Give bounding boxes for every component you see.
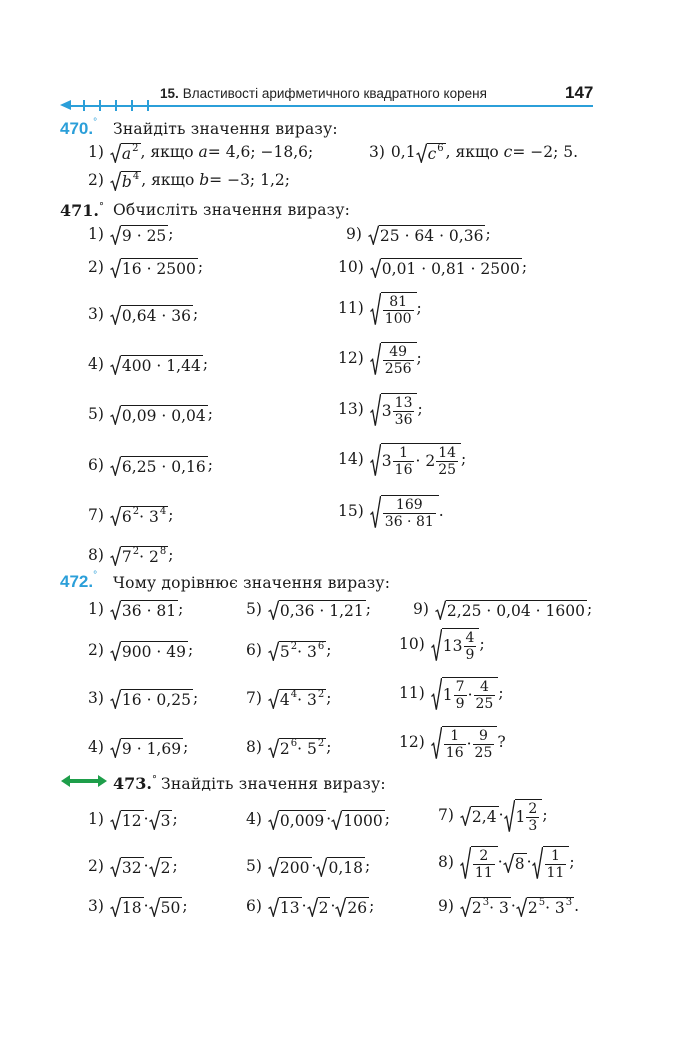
sqrt-expression: 2 6 · 5 2 — [268, 738, 326, 758]
radical-sign-icon — [431, 677, 442, 711]
radical-sign-icon — [370, 258, 381, 278]
sqrt-expression: 1 7 9 · 4 25 — [431, 677, 499, 711]
radical-sign-icon — [368, 225, 379, 245]
radical-sign-icon — [268, 738, 279, 758]
sqrt-expression: 16 · 2500 — [110, 258, 198, 278]
section-title: Властивості арифметичного квадратного кореня — [182, 86, 487, 101]
sqrt-expression: 2 — [307, 897, 331, 917]
exercise-470-3: 3) 0,1 c 6 , якщо c = −2; 5. — [369, 142, 579, 163]
sqrt-expression: 1 16 · 9 25 — [431, 726, 498, 760]
problem-473-text: Знайдіть значення виразу: — [161, 775, 386, 793]
exercise-472-9: 9) 2,25 · 0,04 · 1600 ; — [413, 600, 593, 620]
sqrt-expression: c 6 — [416, 143, 446, 163]
problem-470-number: 470.° — [60, 117, 98, 138]
sqrt-expression: 2,4 — [460, 806, 499, 826]
sqrt-expression: 26 — [335, 897, 369, 917]
radical-sign-icon — [110, 405, 121, 425]
exercise-471-1: 1) 9 · 25 ; — [88, 225, 174, 245]
section-number: 15. — [160, 86, 179, 101]
exercise-471-14: 14) 3 1 16 · 2 14 25 ; — [338, 445, 467, 478]
radical-sign-icon — [110, 641, 121, 661]
sqrt-expression: 2 3 · 3 — [460, 897, 511, 917]
exercise-472-7: 7) 4 4 · 3 2 ; — [246, 688, 332, 709]
exercise-471-11: 11) 81 100 ; — [338, 294, 422, 327]
chapter-title — [160, 86, 487, 101]
sqrt-expression: 13 4 9 — [431, 628, 480, 662]
ruler-tick-icon — [147, 100, 149, 111]
radical-sign-icon — [460, 806, 471, 826]
radical-sign-icon — [268, 810, 279, 830]
sqrt-expression: 6 2 · 3 4 — [110, 506, 168, 526]
exercise-473-1: 1) 12 · 3 ; — [88, 810, 178, 830]
exercise-471-8: 8) 7 2 · 2 8 ; — [88, 545, 174, 566]
exercise-471-12: 12) 49 256 ; — [338, 344, 422, 377]
exercise-471-9: 9) 25 · 64 · 0,36 ; — [346, 225, 491, 245]
sqrt-expression: 0,01 · 0,81 · 2500 — [370, 258, 522, 278]
exercise-472-4: 4) 9 · 1,69 ; — [88, 738, 189, 758]
page-header — [0, 80, 695, 110]
sqrt-expression: 8 — [503, 853, 527, 873]
sqrt-expression: 0,36 · 1,21 — [268, 600, 366, 620]
radical-sign-icon — [110, 897, 121, 917]
exercise-472-12: 12) 1 16 · 9 25 ? — [399, 728, 506, 761]
radical-sign-icon — [331, 810, 342, 830]
radical-sign-icon — [460, 846, 471, 880]
exercise-472-6: 6) 5 2 · 3 6 ; — [246, 640, 332, 661]
radical-sign-icon — [110, 600, 121, 620]
exercise-471-6: 6) 6,25 · 0,16 ; — [88, 456, 213, 476]
sqrt-expression: 0,09 · 0,04 — [110, 405, 208, 425]
radical-sign-icon — [370, 292, 381, 326]
sqrt-expression: a 2 — [110, 143, 141, 163]
radical-sign-icon — [110, 143, 121, 163]
radical-sign-icon — [532, 846, 543, 880]
radical-sign-icon — [110, 171, 121, 191]
sqrt-expression: 81 100 — [370, 292, 417, 326]
exercise-471-3: 3) 0,64 · 36 ; — [88, 305, 199, 325]
radical-sign-icon — [516, 897, 527, 917]
exercise-472-8: 8) 2 6 · 5 2 ; — [246, 737, 332, 758]
sqrt-expression: 2,25 · 0,04 · 1600 — [435, 600, 587, 620]
radical-sign-icon — [268, 689, 279, 709]
exercise-473-9: 9) 2 3 · 3 · 2 5 · 3 3 . — [438, 896, 580, 917]
problem-471-text: Обчисліть значення виразу: — [113, 201, 351, 219]
exercise-473-4: 4) 0,009 · 1000 ; — [246, 810, 390, 830]
sqrt-expression: 9 · 25 — [110, 225, 168, 245]
exercise-472-2: 2) 900 · 49 ; — [88, 641, 194, 661]
sqrt-expression: 400 · 1,44 — [110, 355, 203, 375]
radical-sign-icon — [110, 506, 121, 526]
radical-sign-icon — [149, 810, 160, 830]
exercise-470-1: 1) a 2 , якщо a = 4,6; −18,6; — [88, 142, 314, 163]
sqrt-expression: 3 1 16 · 2 14 25 — [370, 443, 461, 477]
sqrt-expression: b 4 — [110, 171, 141, 191]
sqrt-expression: 36 · 81 — [110, 600, 178, 620]
exercise-473-8: 8) 2 11 · 8 · 1 11 ; — [438, 848, 575, 881]
problem-472-text: Чому дорівнює значення виразу: — [113, 574, 391, 592]
exercise-473-3: 3) 18 · 50 ; — [88, 897, 188, 917]
sqrt-expression: 4 4 · 3 2 — [268, 689, 326, 709]
sqrt-expression: 0,64 · 36 — [110, 305, 193, 325]
sqrt-expression: 16 · 0,25 — [110, 689, 193, 709]
radical-sign-icon — [110, 258, 121, 278]
radical-sign-icon — [431, 628, 442, 662]
radical-sign-icon — [149, 857, 160, 877]
sqrt-expression: 7 2 · 2 8 — [110, 546, 168, 566]
radical-sign-icon — [370, 393, 381, 427]
sqrt-expression: 13 — [268, 897, 302, 917]
radical-sign-icon — [268, 897, 279, 917]
sqrt-expression: 12 — [110, 810, 144, 830]
radical-sign-icon — [110, 810, 121, 830]
exercise-471-4: 4) 400 · 1,44 ; — [88, 355, 209, 375]
exercise-471-5: 5) 0,09 · 0,04 ; — [88, 405, 213, 425]
sqrt-expression: 5 2 · 3 6 — [268, 641, 326, 661]
problem-473-number: 473.° — [113, 774, 157, 793]
radical-sign-icon — [431, 726, 442, 760]
double-arrow-icon — [60, 773, 108, 789]
exercise-471-7: 7) 6 2 · 3 4 ; — [88, 505, 174, 526]
problem-472-number: 472.° — [60, 570, 98, 591]
sqrt-expression: 2 11 — [460, 846, 498, 880]
radical-sign-icon — [110, 738, 121, 758]
sqrt-expression: 900 · 49 — [110, 641, 188, 661]
radical-sign-icon — [110, 305, 121, 325]
exercise-472-5: 5) 0,36 · 1,21 ; — [246, 600, 371, 620]
sqrt-expression: 9 · 1,69 — [110, 738, 183, 758]
exercise-470-2: 2) b 4 , якщо b = −3; 1,2; — [88, 170, 290, 191]
sqrt-expression: 2 — [149, 857, 173, 877]
radical-sign-icon — [416, 143, 427, 163]
sqrt-expression: 169 36 · 81 — [370, 495, 439, 529]
radical-sign-icon — [110, 355, 121, 375]
page-number: 147 — [565, 83, 594, 102]
radical-sign-icon — [503, 853, 514, 873]
sqrt-expression: 32 — [110, 857, 144, 877]
sqrt-expression: 3 13 36 — [370, 393, 418, 427]
ruler-tick-icon — [99, 100, 101, 111]
exercise-471-10: 10) 0,01 · 0,81 · 2500 ; — [338, 258, 528, 278]
sqrt-expression: 18 — [110, 897, 144, 917]
sqrt-expression: 6,25 · 0,16 — [110, 456, 208, 476]
radical-sign-icon — [110, 689, 121, 709]
sqrt-expression: 200 — [268, 857, 312, 877]
radical-sign-icon — [370, 443, 381, 477]
radical-sign-icon — [504, 799, 515, 833]
sqrt-expression: 0,18 — [316, 857, 365, 877]
problem-470-text: Знайдіть значення виразу: — [113, 120, 338, 138]
sqrt-expression: 49 256 — [370, 342, 417, 376]
sqrt-expression: 50 — [149, 897, 183, 917]
exercise-472-3: 3) 16 · 0,25 ; — [88, 689, 199, 709]
sqrt-expression: 25 · 64 · 0,36 — [368, 225, 486, 245]
exercise-473-6: 6) 13 · 2 · 26 ; — [246, 897, 375, 917]
exercise-471-2: 2) 16 · 2500 ; — [88, 258, 204, 278]
radical-sign-icon — [435, 600, 446, 620]
sqrt-expression: 2 5 · 3 3 — [516, 897, 574, 917]
radical-sign-icon — [370, 495, 381, 529]
exercise-473-7: 7) 2,4 · 1 2 3 ; — [438, 801, 548, 834]
exercise-472-11: 11) 1 7 9 · 4 25 ; — [399, 679, 504, 712]
radical-sign-icon — [110, 857, 121, 877]
sqrt-expression: 3 — [149, 810, 173, 830]
ruler-tick-icon — [83, 100, 85, 111]
radical-sign-icon — [460, 897, 471, 917]
radical-sign-icon — [268, 600, 279, 620]
radical-sign-icon — [335, 897, 346, 917]
exercise-473-5: 5) 200 · 0,18 ; — [246, 857, 371, 877]
exercise-472-1: 1) 36 · 81 ; — [88, 600, 184, 620]
problem-471-number: 471.° — [60, 201, 104, 220]
radical-sign-icon — [370, 342, 381, 376]
exercise-473-2: 2) 32 · 2 ; — [88, 857, 178, 877]
radical-sign-icon — [110, 546, 121, 566]
exercise-471-15: 15) 169 36 · 81 . — [338, 497, 444, 530]
radical-sign-icon — [307, 897, 318, 917]
radical-sign-icon — [268, 641, 279, 661]
exercise-472-10: 10) 13 4 9 ; — [399, 630, 485, 663]
exercise-471-13: 13) 3 13 36 ; — [338, 395, 423, 428]
radical-sign-icon — [316, 857, 327, 877]
radical-sign-icon — [110, 456, 121, 476]
radical-sign-icon — [149, 897, 160, 917]
radical-sign-icon — [268, 857, 279, 877]
sqrt-expression: 1 2 3 — [504, 799, 543, 833]
sqrt-expression: 1 11 — [532, 846, 570, 880]
sqrt-expression: 1000 — [331, 810, 384, 830]
sqrt-expression: 0,009 — [268, 810, 326, 830]
ruler-tick-icon — [115, 100, 117, 111]
ruler-tick-icon — [131, 100, 133, 111]
radical-sign-icon — [110, 225, 121, 245]
